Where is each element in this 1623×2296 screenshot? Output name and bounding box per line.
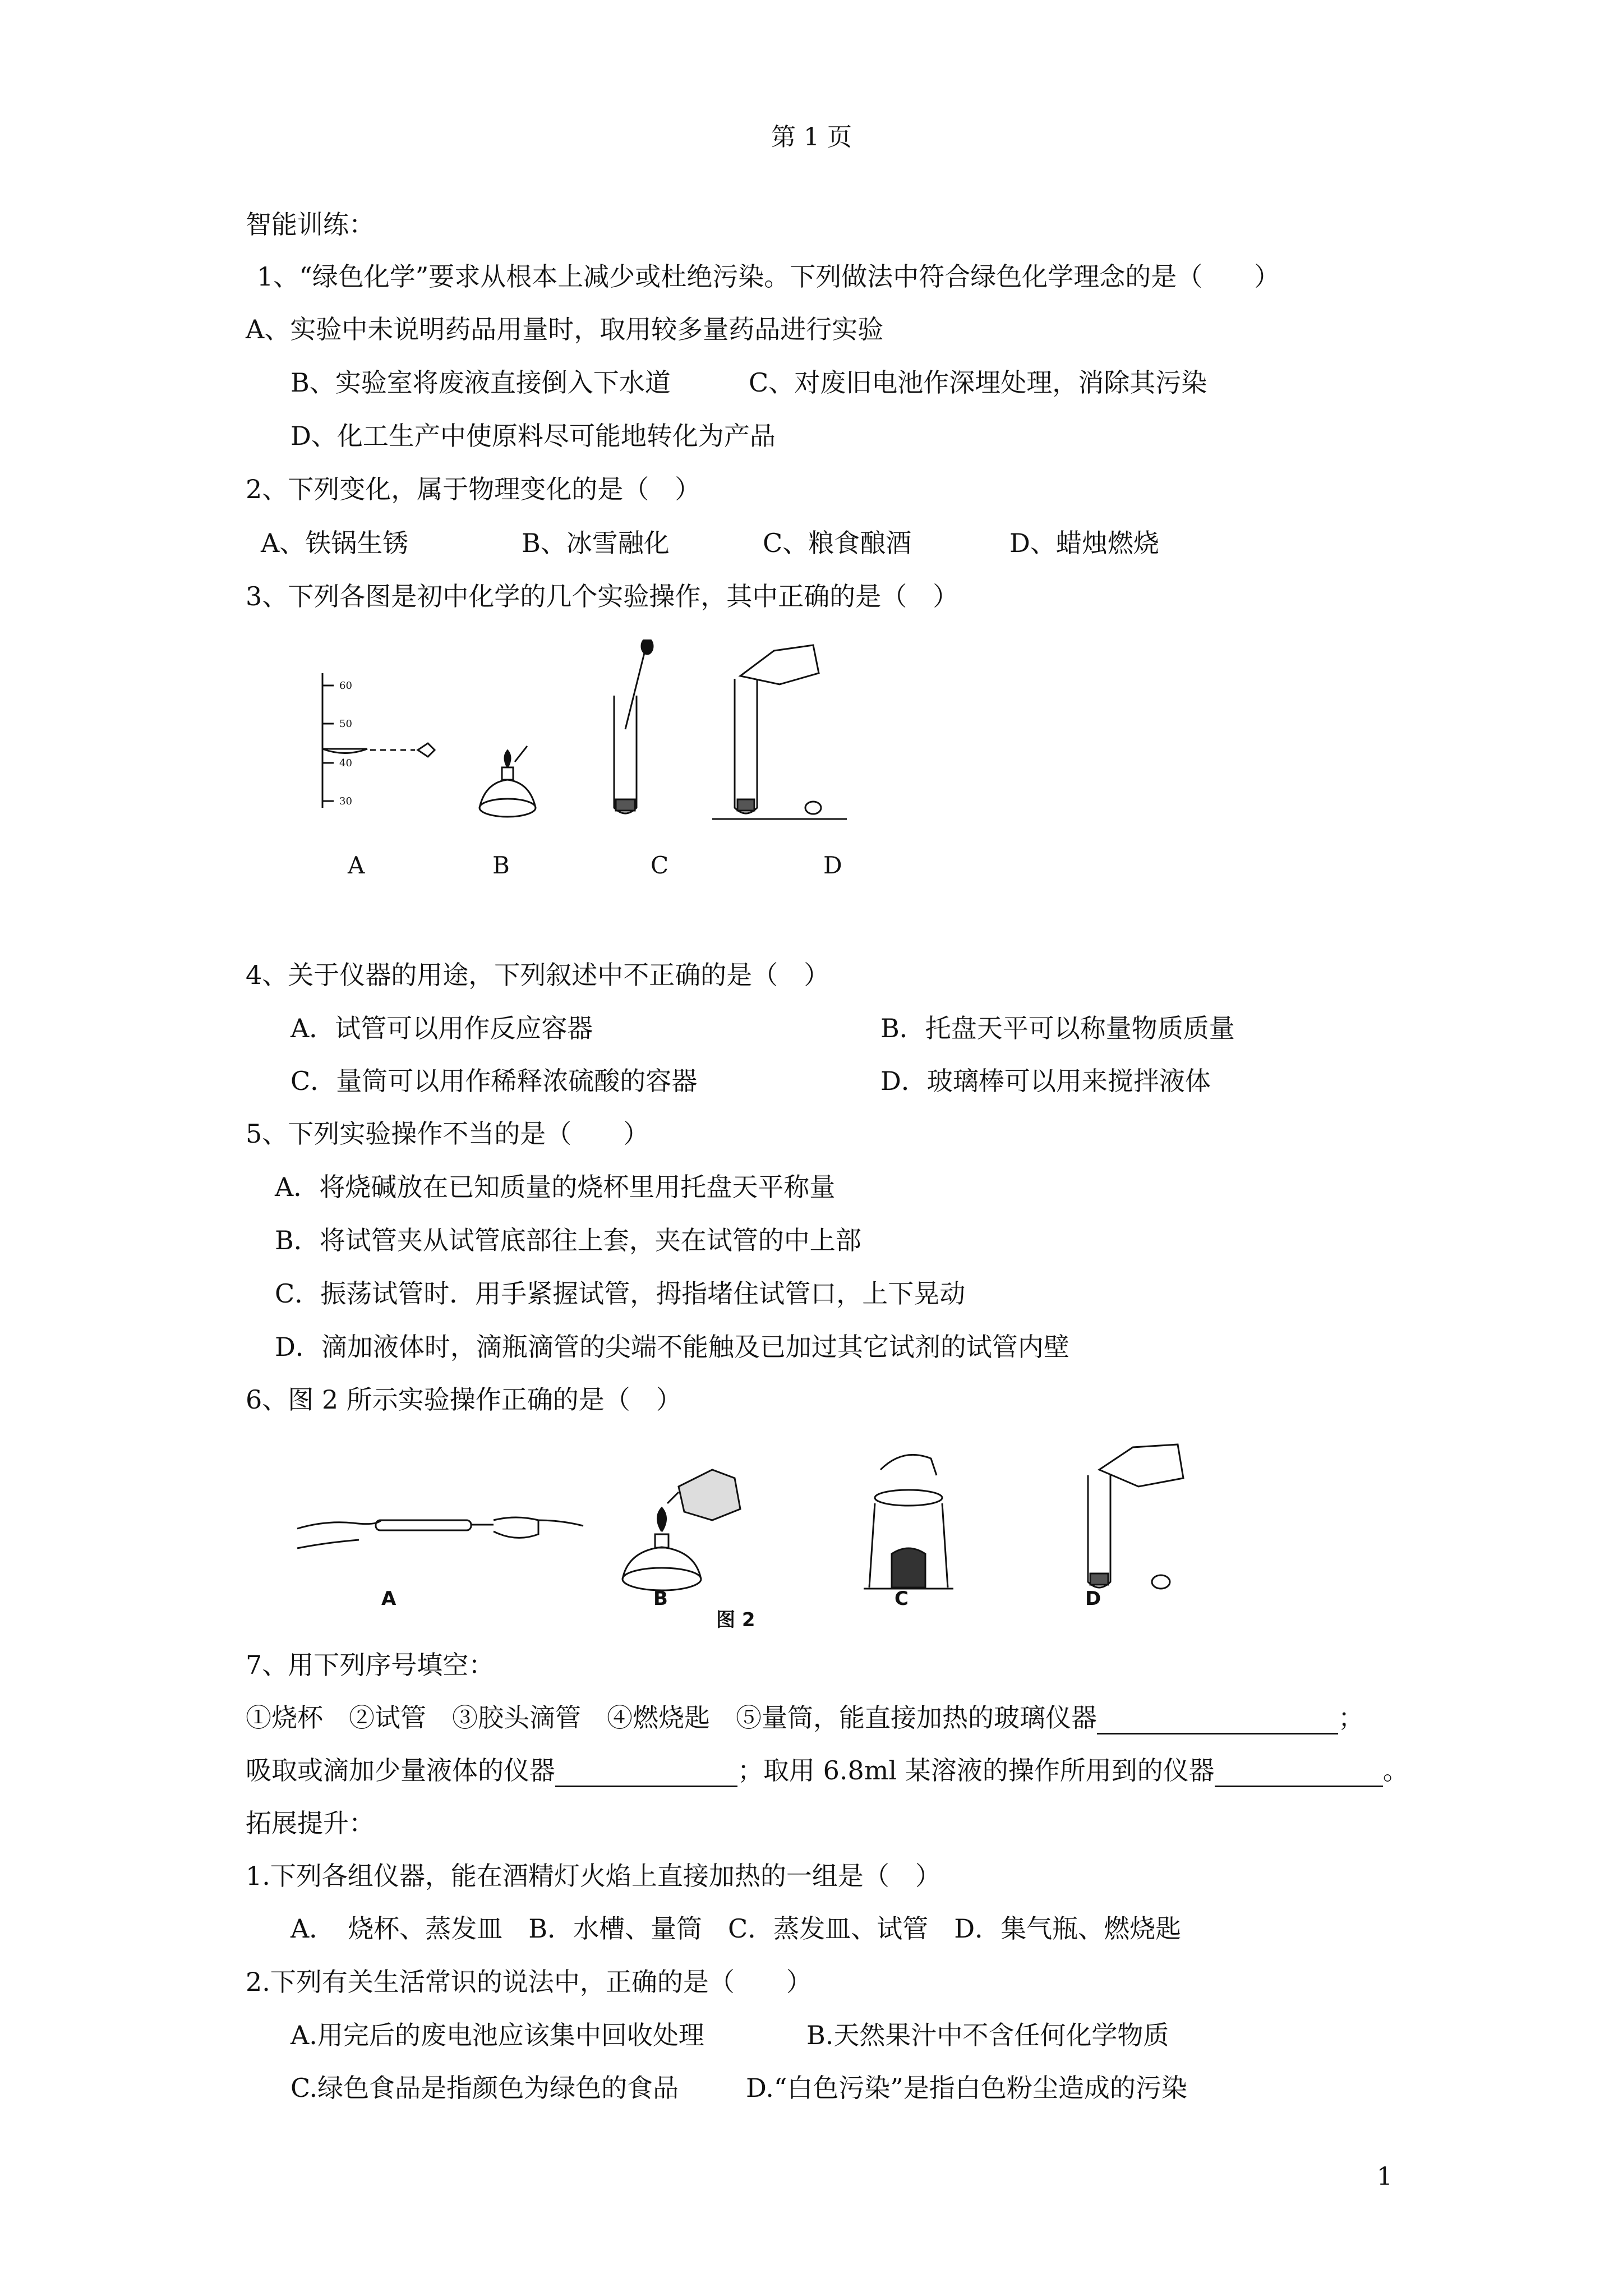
q1-stem: 1、“绿色化学”要求从根本上减少或杜绝污染。下列做法中符合绿色化学理念的是（ ） (257, 261, 1280, 292)
q6-figure-caption: 图 2 (716, 1609, 755, 1631)
q7-stem: 7、用下列序号填空： (246, 1650, 495, 1680)
q3-label-d: D (823, 852, 842, 879)
q6-figure (292, 1436, 1245, 1604)
q2-option-a: A、铁锅生锈 (261, 528, 409, 558)
q7-line2-end: 。 (1382, 1755, 1409, 1786)
q1-option-c: C、对废旧电池作深埋处理，消除其污染 (749, 367, 1207, 398)
answer-blank-1[interactable] (1097, 1708, 1338, 1734)
q2-option-b: B、冰雪融化 (522, 528, 670, 558)
e1-stem: 1.下列各组仪器，能在酒精灯火焰上直接加热的一组是（ ） (246, 1861, 941, 1891)
q2-option-d: D、蜡烛燃烧 (1009, 528, 1159, 558)
q1-option-a: A、实验中未说明药品用量时，取用较多量药品进行实验 (246, 314, 884, 344)
q4-stem: 4、关于仪器的用途，下列叙述中不正确的是（ ） (246, 960, 830, 990)
q6-label-a: A (381, 1588, 396, 1610)
section-title-extension: 拓展提升： (246, 1808, 375, 1838)
q3-label-c: C (651, 852, 669, 879)
test-tube-dropper-illustration (614, 639, 653, 813)
q6-label-b: B (653, 1588, 668, 1610)
e1-options: A． 烧杯、蒸发皿 B．水槽、量筒 C．蒸发皿、试管 D．集气瓶、燃烧匙 (291, 1913, 1182, 1944)
q5-option-a: A．将烧碱放在已知质量的烧杯里用托盘天平称量 (275, 1172, 836, 1202)
q3-figure (292, 639, 852, 830)
alcohol-lamp-lighting-by-another-lamp-illustration (623, 1470, 740, 1590)
q4-option-c: C．量筒可以用作稀释浓硫酸的容器 (291, 1066, 698, 1096)
q5-option-c: C．振荡试管时．用手紧握试管，拇指堵住试管口，上下晃动 (275, 1278, 966, 1309)
liquid-pouring-illustration (712, 645, 847, 819)
q5-stem: 5、下列实验操作不当的是（ ） (246, 1119, 649, 1149)
q7-line2-text-b: ；取用 6.8ml 某溶液的操作所用到的仪器 (737, 1755, 1215, 1786)
q6-label-d: D (1085, 1588, 1101, 1610)
e2-option-a: A.用完后的废电池应该集中回收处理 (291, 2020, 704, 2050)
q7-line1 (246, 1701, 1364, 1734)
q6-stem: 6、图 2 所示实验操作正确的是（ ） (246, 1384, 682, 1415)
q3-label-b: B (492, 852, 510, 879)
scale-label: 50 (339, 718, 352, 730)
q5-option-b: B．将试管夹从试管底部往上套，夹在试管的中上部 (275, 1225, 861, 1255)
page-header: 第 1 页 (771, 123, 852, 151)
q7-line2 (246, 1754, 1409, 1787)
q4-option-b: B．托盘天平可以称量物质质量 (880, 1013, 1235, 1043)
e2-option-b: B.天然果汁中不含任何化学物质 (806, 2020, 1169, 2050)
q3-label-a: A (348, 852, 365, 879)
liquid-pouring-illustration (1088, 1444, 1183, 1589)
q2-option-c: C、粮食酿酒 (763, 528, 912, 558)
q2-stem: 2、下列变化，属于物理变化的是（ ） (246, 474, 701, 504)
q4-option-d: D．玻璃棒可以用来搅拌液体 (880, 1066, 1211, 1096)
graduated-cylinder-reading-illustration (322, 673, 435, 808)
q1-option-d: D、化工生产中使原料尽可能地转化为产品 (291, 421, 776, 451)
q7-line2-text-a: 吸取或滴加少量液体的仪器 (246, 1755, 555, 1786)
answer-blank-2[interactable] (555, 1761, 737, 1787)
section-title-training: 智能训练： (246, 209, 375, 240)
e2-option-d: D.“白色污染”是指白色粉尘造成的污染 (746, 2073, 1187, 2103)
e2-stem: 2.下列有关生活常识的说法中，正确的是（ ） (246, 1967, 812, 1997)
page-number: 1 (1377, 2162, 1393, 2191)
q7-line1-end: ； (1338, 1703, 1364, 1733)
test-tube-holding-illustration (297, 1517, 583, 1548)
e2-option-c: C.绿色食品是指颜色为绿色的食品 (291, 2073, 679, 2103)
alcohol-lamp-lighting-illustration (479, 746, 536, 817)
q7-line1-text: ①烧杯 ②试管 ③胶头滴管 ④燃烧匙 ⑤量筒，能直接加热的玻璃仪器 (246, 1703, 1097, 1733)
scale-label: 40 (339, 757, 352, 769)
q3-stem: 3、下列各图是初中化学的几个实验操作，其中正确的是（ ） (246, 581, 959, 611)
answer-blank-3[interactable] (1215, 1761, 1383, 1787)
q4-option-a: A．试管可以用作反应容器 (291, 1013, 593, 1043)
q5-option-d: D．滴加液体时，滴瓶滴管的尖端不能触及已加过其它试剂的试管内壁 (275, 1332, 1069, 1362)
evaporating-dish-on-tripod-illustration (864, 1455, 953, 1589)
q6-label-c: C (895, 1588, 909, 1610)
q1-option-b: B、实验室将废液直接倒入下水道 (291, 367, 671, 398)
scale-label: 30 (339, 795, 352, 807)
scale-label: 60 (339, 680, 352, 692)
